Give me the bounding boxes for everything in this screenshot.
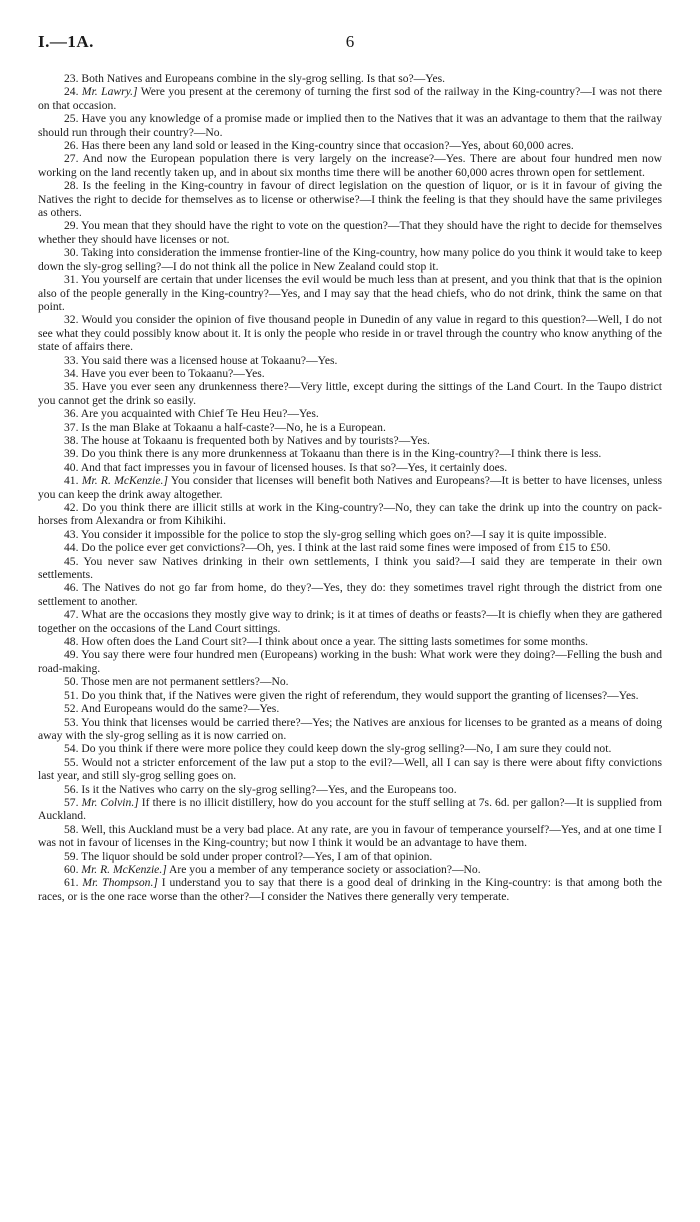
speaker-name: Mr. Thompson.] (82, 876, 158, 890)
paragraph-text: 40. And that fact impresses you in favour of licensed houses. Is that so?—Yes, it certainly does. (64, 460, 508, 474)
testimony-paragraph (38, 367, 662, 380)
testimony-paragraph (38, 434, 662, 447)
question-number: 41. (64, 474, 79, 488)
paragraph-text: 44. Do the police ever get convictions?—Oh, yes. I think at the last raid some fines were imposed of from £15 to £50. (64, 541, 611, 555)
testimony-paragraph (38, 689, 662, 702)
paragraph-text: 46. The Natives do not go far from home, do they?—Yes, they do: they sometimes travel right through the district from one settlement to another. (38, 581, 662, 608)
paragraph-text: 37. Is the man Blake at Tokaanu a half-caste?—No, he is a European. (64, 420, 386, 434)
paragraph-text: 33. You said there was a licensed house at Tokaanu?—Yes. (64, 353, 338, 367)
paragraph-text: 56. Is it the Natives who carry on the sly-grog selling?—Yes, and the Europeans too. (64, 782, 457, 796)
paragraph-text: 27. And now the European population there is very largely on the increase?—Yes. There are about four hundred men now working on the land recently taken up, and in about six months time there will be another 60,000 acres thrown open for settlement. (38, 152, 662, 179)
testimony-paragraph (38, 139, 662, 152)
testimony-paragraph (38, 863, 662, 876)
paragraph-text: 25. Have you any knowledge of a promise made or implied then to the Natives that it was an advantage to them that the railway should run through their country?—No. (38, 112, 662, 139)
document-reference: I.—1A. (38, 32, 94, 51)
testimony-paragraph (38, 461, 662, 474)
paragraph-text: 38. The house at Tokaanu is frequented both by Natives and by tourists?—Yes. (64, 433, 430, 447)
paragraph-text: 31. You yourself are certain that under licenses the evil would be much less than at present, and you think that that is the opinion also of the people generally in the King-country?—Yes, and I may say that the head chiefs, who do not drink, think the same on that point. (38, 273, 662, 313)
testimony-paragraph (38, 675, 662, 688)
paragraph-text: 51. Do you think that, if the Natives were given the right of referendum, they would support the granting of licenses?—Yes. (64, 688, 639, 702)
testimony-paragraph (38, 796, 662, 823)
question-number: 57. (64, 795, 79, 809)
paragraph-text: 58. Well, this Auckland must be a very bad place. At any rate, are you in favour of temperance yourself?—Yes, and at one time I was not in favour of licenses in the King-country; but now I think it would be an advantage to have them. (38, 822, 662, 850)
paragraph-text: 53. You think that licenses would be carried there?—Yes; the Natives are anxious for licenses to be granted as a means of doing away with the sly-grog selling as it is now carried on. (38, 715, 662, 742)
testimony-paragraph (38, 742, 662, 755)
testimony-paragraph (38, 850, 662, 863)
testimony-paragraph (38, 716, 662, 743)
page-number: 6 (345, 32, 355, 51)
testimony-paragraph (38, 447, 662, 460)
question-number: 60. (64, 862, 79, 876)
paragraph-text: 34. Have you ever been to Tokaanu?—Yes. (64, 366, 265, 380)
testimony-paragraph (38, 608, 662, 635)
paragraph-text: 39. Do you think there is any more drunkenness at Tokaanu than there is in the King-country?—I think there is less. (64, 447, 602, 461)
testimony-paragraph (38, 702, 662, 715)
paragraph-text: 42. Do you think there are illicit stills at work in the King-country?—No, they can take the drink up into the country on pack-horses from Alexandra or from Kihikihi. (38, 501, 662, 528)
testimony-paragraph (38, 246, 662, 273)
testimony-paragraph (38, 648, 662, 675)
paragraph-text: 55. Would not a stricter enforcement of the law put a stop to the evil?—Well, all I can say is there were about fifty convictions last year, and still sly-grog selling goes on. (38, 755, 662, 783)
paragraph-text: 54. Do you think if there were more police they could keep down the sly-grog selling?—No, I am sure they could not. (64, 742, 612, 756)
testimony-paragraph (38, 756, 662, 783)
testimony-paragraph (38, 354, 662, 367)
paragraph-text: Were you present at the ceremony of turning the first sod of the railway in the King-country?—I was not there on that occasion. (38, 85, 662, 112)
testimony-paragraph (38, 581, 662, 608)
paragraph-text: 50. Those men are not permanent settlers?—No. (64, 675, 289, 689)
question-number: 24. (64, 85, 79, 99)
paragraph-text: 48. How often does the Land Court sit?—I think about once a year. The sitting lasts sometimes for some months. (64, 635, 588, 649)
testimony-paragraph (38, 380, 662, 407)
testimony-paragraph (38, 635, 662, 648)
paragraph-text: 36. Are you acquainted with Chief Te Heu Heu?—Yes. (64, 407, 319, 421)
testimony-paragraph (38, 501, 662, 528)
testimony-paragraph (38, 407, 662, 420)
paragraph-text: 52. And Europeans would do the same?—Yes. (64, 702, 280, 716)
testimony-paragraph (38, 823, 662, 850)
paragraph-text: 59. The liquor should be sold under proper control?—Yes, I am of that opinion. (64, 849, 433, 863)
testimony-paragraph (38, 783, 662, 796)
testimony-paragraph (38, 85, 662, 112)
paragraph-text: You consider that licenses will benefit both Natives and Europeans?—It is better to have licenses, unless you can keep the drink away altogether. (38, 474, 663, 501)
paragraph-text: 23. Both Natives and Europeans combine in the sly-grog selling. Is that so?—Yes. (64, 72, 446, 85)
question-number: 61. (64, 876, 79, 890)
paragraph-text: 35. Have you ever seen any drunkenness there?—Very little, except during the sittings of the Land Court. In the Taupo district you cannot get the drink so easily. (38, 380, 662, 407)
paragraph-text: If there is no illicit distillery, how do you account for the stuff selling at 7s. 6d. per gallon?—It is supplied from Auckland. (38, 795, 662, 823)
testimony-paragraph (38, 528, 662, 541)
speaker-name: Mr. Lawry.] (81, 85, 138, 99)
testimony-paragraph (38, 555, 662, 582)
testimony-paragraph (38, 273, 662, 313)
testimony-paragraph (38, 541, 662, 554)
paragraph-text: 29. You mean that they should have the right to vote on the question?—That they should have the right to decide for themselves whether they should have licenses or not. (38, 219, 662, 246)
testimony-paragraph (38, 112, 662, 139)
paragraph-text: I understand you to say that there is a good deal of drinking in the King-country: is that among both the races, or is the one race worse than the other?—I consider the Natives there generally very temperate. (38, 876, 662, 903)
testimony-paragraph (38, 474, 662, 501)
speaker-name: Mr. R. McKenzie.] (81, 862, 167, 876)
document-body (38, 72, 662, 903)
testimony-paragraph (38, 179, 662, 219)
testimony-paragraph (38, 219, 662, 246)
paragraph-text: 26. Has there been any land sold or leased in the King-country since that occasion?—Yes, about 60,000 acres. (64, 139, 574, 153)
paragraph-text: 32. Would you consider the opinion of five thousand people in Dunedin of any value in regard to this question?—Well, I do not see what they could possibly know about it. It is only the people who reside in or travel through the country who know anything of the state of affairs there. (38, 313, 663, 354)
paragraph-text: 49. You say there were four hundred men (Europeans) working in the bush: What work were they doing?—Felling the bush and road-making. (38, 648, 662, 675)
testimony-paragraph (38, 313, 662, 353)
paragraph-text: Are you a member of any temperance society or association?—No. (169, 862, 481, 876)
page-header (38, 32, 662, 54)
testimony-paragraph (38, 152, 662, 179)
paragraph-text: 30. Taking into consideration the immense frontier-line of the King-country, how many police do you think it would take to keep down the sly-grog selling?—I do not think all the police in New Zealand could stop it. (38, 246, 662, 273)
testimony-paragraph (38, 421, 662, 434)
speaker-name: Mr. R. McKenzie.] (81, 474, 168, 488)
speaker-name: Mr. Colvin.] (81, 795, 139, 809)
paragraph-text: 45. You never saw Natives drinking in their own settlements, I think you said?—I said they are temperate in their own settlements. (38, 554, 662, 582)
testimony-paragraph (38, 876, 662, 903)
testimony-paragraph (38, 72, 662, 85)
paragraph-text: 43. You consider it impossible for the police to stop the sly-grog selling which goes on?—I say it is quite impossible. (64, 527, 607, 541)
paragraph-text: 28. Is the feeling in the King-country in favour of direct legislation on the question of liquor, or is it in favour of giving the Natives the right to decide for themselves as to license or otherwise?—I think the feeling is that they should have the same privileges as others. (38, 179, 662, 220)
paragraph-text: 47. What are the occasions they mostly give way to drink; is it at times of deaths or feasts?—It is chiefly when they are gathered together on the occasions of the Land Court sittings. (38, 608, 662, 635)
